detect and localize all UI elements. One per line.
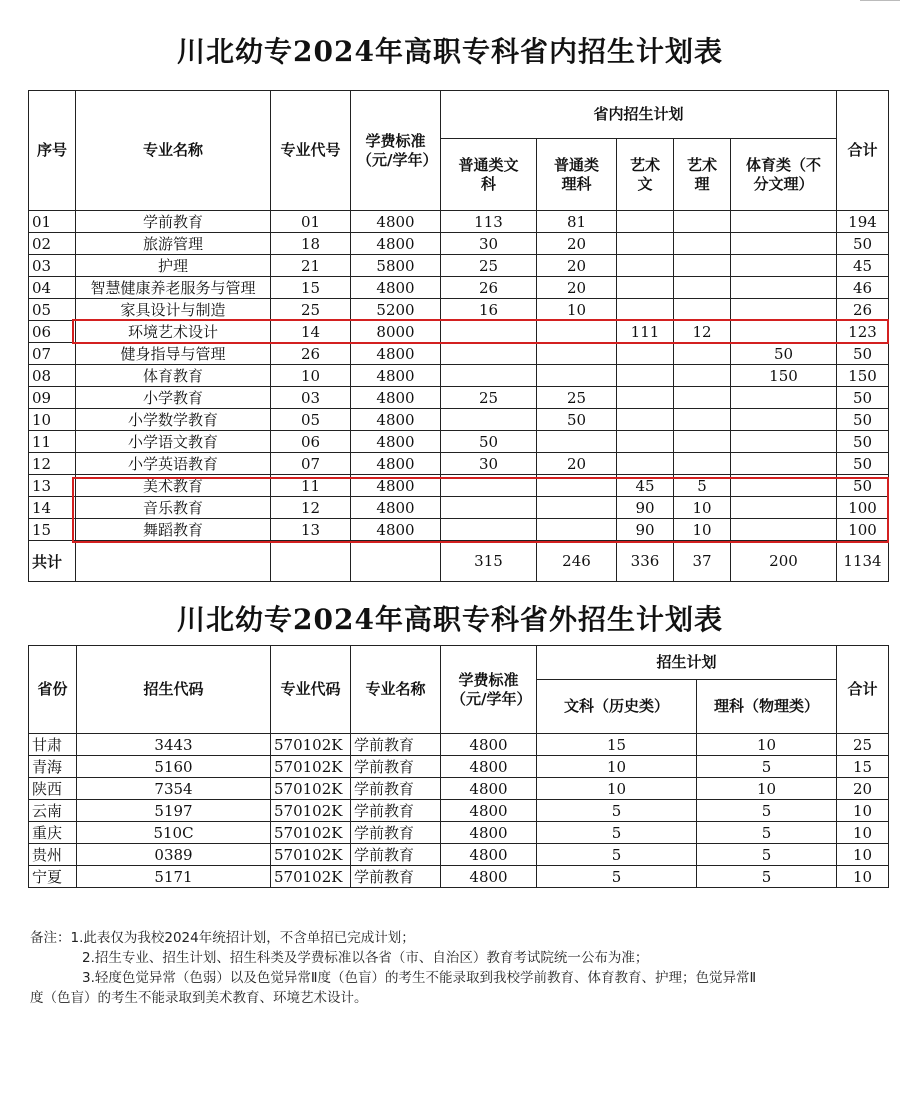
total-row: [29, 541, 889, 582]
external-plan-table: [28, 645, 889, 888]
row-yishu-wen: [617, 431, 674, 453]
row-seq: 15: [29, 519, 76, 541]
row-total: 50: [837, 409, 889, 431]
row-yishu-li: [674, 453, 731, 475]
row-seq: 02: [29, 233, 76, 255]
header-recruit-code: 招生代码: [77, 646, 271, 734]
table-row: [29, 277, 889, 299]
row-fee: 4800: [351, 387, 441, 409]
total-like: 246: [537, 541, 617, 582]
row-major-code: 570102K: [271, 778, 351, 800]
row-like: [537, 365, 617, 387]
row-seq: 13: [29, 475, 76, 497]
row-yishu-wen: [617, 233, 674, 255]
total-empty: [76, 541, 271, 582]
row-yishu-li: [674, 343, 731, 365]
row-province: 陕西: [29, 778, 77, 800]
row-yishu-wen: [617, 255, 674, 277]
row-major-name: 舞蹈教育: [76, 519, 271, 541]
row-yishu-li: [674, 431, 731, 453]
row-total: 45: [837, 255, 889, 277]
row-major-code: 03: [271, 387, 351, 409]
row-tiyu: 50: [731, 343, 837, 365]
row-major-name: 学前教育: [351, 756, 441, 778]
domestic-plan-title: 川北幼专2024年高职专科省内招生计划表: [177, 35, 723, 68]
row-total: 100: [837, 519, 889, 541]
row-major-name: 学前教育: [351, 844, 441, 866]
row-fee: 4800: [441, 756, 537, 778]
row-tiyu: [731, 453, 837, 475]
row-wenke: 30: [441, 233, 537, 255]
row-like: 20: [537, 255, 617, 277]
header-plan: 招生计划: [537, 646, 837, 680]
row-yishu-li: 10: [674, 497, 731, 519]
table-row: [29, 497, 889, 519]
row-major-name: 健身指导与管理: [76, 343, 271, 365]
row-major-code: 570102K: [271, 800, 351, 822]
row-fee: 5800: [351, 255, 441, 277]
row-major-code: 570102K: [271, 844, 351, 866]
row-like: 50: [537, 409, 617, 431]
row-major-code: 13: [271, 519, 351, 541]
row-major-name: 学前教育: [351, 778, 441, 800]
row-seq: 12: [29, 453, 76, 475]
row-wenke: [441, 409, 537, 431]
row-recruit-code: 5160: [77, 756, 271, 778]
header-major-code: 专业代号: [271, 91, 351, 211]
row-like: 25: [537, 387, 617, 409]
row-yishu-li: 10: [674, 519, 731, 541]
table-row: [29, 365, 889, 387]
table-row: [29, 734, 889, 756]
table-row: [29, 475, 889, 497]
row-like: 5: [697, 866, 837, 888]
row-major-name: 家具设计与制造: [76, 299, 271, 321]
row-fee: 4800: [441, 734, 537, 756]
row-major-name: 环境艺术设计: [76, 321, 271, 343]
row-total: 50: [837, 233, 889, 255]
row-total: 15: [837, 756, 889, 778]
row-recruit-code: 510C: [77, 822, 271, 844]
row-major-code: 11: [271, 475, 351, 497]
table-row: [29, 211, 889, 233]
row-yishu-li: [674, 233, 731, 255]
header-like: 理科（物理类）: [697, 680, 837, 734]
note-line-3: 3.轻度色觉异常（色弱）以及色觉异常Ⅱ度（色盲）的考生不能录取到我校学前教育、体育教育、护理；色觉异常Ⅱ: [82, 970, 757, 986]
domestic-plan-table: [28, 90, 889, 582]
table-row: [29, 343, 889, 365]
row-fee: 4800: [441, 866, 537, 888]
row-province: 云南: [29, 800, 77, 822]
row-tiyu: 150: [731, 365, 837, 387]
table-row: [29, 299, 889, 321]
row-fee: 4800: [351, 365, 441, 387]
row-recruit-code: 5171: [77, 866, 271, 888]
table-row: [29, 778, 889, 800]
row-fee: 4800: [441, 778, 537, 800]
row-major-name: 小学教育: [76, 387, 271, 409]
row-wenke: 30: [441, 453, 537, 475]
row-major-name: 音乐教育: [76, 497, 271, 519]
row-yishu-wen: [617, 387, 674, 409]
header-major-name: 专业名称: [351, 646, 441, 734]
row-total: 194: [837, 211, 889, 233]
total-wenke: 315: [441, 541, 537, 582]
row-yishu-li: [674, 255, 731, 277]
row-major-code: 18: [271, 233, 351, 255]
table-row: [29, 321, 889, 343]
header-fee: 学费标准（元/学年）: [351, 91, 441, 211]
row-seq: 07: [29, 343, 76, 365]
table-row: [29, 756, 889, 778]
row-major-code: 05: [271, 409, 351, 431]
top-right-mark: [860, 0, 900, 3]
row-like: [537, 321, 617, 343]
row-yishu-li: [674, 365, 731, 387]
row-major-code: 01: [271, 211, 351, 233]
row-tiyu: [731, 321, 837, 343]
row-wenke: 10: [537, 778, 697, 800]
row-tiyu: [731, 409, 837, 431]
note-line-2: 2.招生专业、招生计划、招生科类及学费标准以各省（市、自治区）教育考试院统一公布为准；: [82, 950, 649, 966]
total-sum: 1134: [837, 541, 889, 582]
row-total: 10: [837, 800, 889, 822]
row-total: 46: [837, 277, 889, 299]
row-total: 25: [837, 734, 889, 756]
row-like: 20: [537, 233, 617, 255]
row-recruit-code: 5197: [77, 800, 271, 822]
row-tiyu: [731, 431, 837, 453]
row-like: [537, 475, 617, 497]
row-yishu-li: [674, 387, 731, 409]
header-total: 合计: [837, 91, 889, 211]
row-province: 青海: [29, 756, 77, 778]
total-label: 共计: [29, 541, 76, 582]
header-province: 省份: [29, 646, 77, 734]
row-fee: 4800: [441, 800, 537, 822]
row-yishu-wen: 90: [617, 497, 674, 519]
row-yishu-wen: [617, 277, 674, 299]
note-line-1: 备注：1.此表仅为我校2024年统招计划，不含单招已完成计划；: [30, 930, 415, 946]
header-yishu-wen: 艺术文: [617, 139, 674, 211]
row-total: 50: [837, 431, 889, 453]
row-seq: 08: [29, 365, 76, 387]
row-wenke: 5: [537, 800, 697, 822]
row-like: 10: [697, 734, 837, 756]
row-like: 10: [697, 778, 837, 800]
row-yishu-wen: [617, 409, 674, 431]
row-major-code: 570102K: [271, 866, 351, 888]
row-wenke: [441, 365, 537, 387]
table-row: [29, 800, 889, 822]
row-total: 20: [837, 778, 889, 800]
row-major-code: 10: [271, 365, 351, 387]
row-total: 150: [837, 365, 889, 387]
total-empty: [271, 541, 351, 582]
table-row: [29, 519, 889, 541]
total-yishu-wen: 336: [617, 541, 674, 582]
row-like: 5: [697, 844, 837, 866]
row-major-name: 小学语文教育: [76, 431, 271, 453]
row-major-name: 学前教育: [76, 211, 271, 233]
row-tiyu: [731, 277, 837, 299]
row-wenke: 5: [537, 822, 697, 844]
row-total: 50: [837, 453, 889, 475]
row-fee: 4800: [351, 453, 441, 475]
row-wenke: 16: [441, 299, 537, 321]
row-wenke: [441, 343, 537, 365]
row-like: 5: [697, 822, 837, 844]
table-row: [29, 822, 889, 844]
header-major-name: 专业名称: [76, 91, 271, 211]
total-empty: [351, 541, 441, 582]
header-seq: 序号: [29, 91, 76, 211]
row-wenke: 25: [441, 387, 537, 409]
header-tiyu: 体育类（不分文理）: [731, 139, 837, 211]
row-tiyu: [731, 387, 837, 409]
row-seq: 01: [29, 211, 76, 233]
row-wenke: 113: [441, 211, 537, 233]
external-plan-title: 川北幼专2024年高职专科省外招生计划表: [177, 603, 723, 636]
row-tiyu: [731, 299, 837, 321]
row-recruit-code: 7354: [77, 778, 271, 800]
table-row: [29, 844, 889, 866]
table-row: [29, 453, 889, 475]
row-fee: 4800: [351, 497, 441, 519]
row-major-code: 570102K: [271, 756, 351, 778]
row-recruit-code: 0389: [77, 844, 271, 866]
table-row: [29, 866, 889, 888]
row-total: 10: [837, 822, 889, 844]
row-major-name: 体育教育: [76, 365, 271, 387]
row-major-code: 570102K: [271, 822, 351, 844]
row-yishu-wen: [617, 365, 674, 387]
row-wenke: 25: [441, 255, 537, 277]
row-fee: 4800: [351, 343, 441, 365]
row-major-code: 15: [271, 277, 351, 299]
row-total: 10: [837, 866, 889, 888]
row-major-code: 07: [271, 453, 351, 475]
row-fee: 4800: [351, 431, 441, 453]
total-tiyu: 200: [731, 541, 837, 582]
row-major-name: 旅游管理: [76, 233, 271, 255]
row-wenke: [441, 475, 537, 497]
row-total: 26: [837, 299, 889, 321]
row-seq: 03: [29, 255, 76, 277]
row-major-code: 06: [271, 431, 351, 453]
row-major-name: 学前教育: [351, 866, 441, 888]
row-total: 50: [837, 343, 889, 365]
row-fee: 4800: [351, 277, 441, 299]
header-yishu-li: 艺术理: [674, 139, 731, 211]
table-row: [29, 233, 889, 255]
row-seq: 06: [29, 321, 76, 343]
row-yishu-wen: 111: [617, 321, 674, 343]
row-like: 20: [537, 453, 617, 475]
row-yishu-li: 12: [674, 321, 731, 343]
row-wenke: [441, 497, 537, 519]
table-row: [29, 431, 889, 453]
row-tiyu: [731, 233, 837, 255]
row-yishu-li: [674, 211, 731, 233]
row-like: 20: [537, 277, 617, 299]
row-major-code: 14: [271, 321, 351, 343]
table-row: [29, 387, 889, 409]
row-province: 重庆: [29, 822, 77, 844]
row-province: 甘肃: [29, 734, 77, 756]
row-yishu-li: [674, 409, 731, 431]
row-tiyu: [731, 211, 837, 233]
row-fee: 8000: [351, 321, 441, 343]
row-yishu-li: [674, 299, 731, 321]
row-province: 宁夏: [29, 866, 77, 888]
row-seq: 11: [29, 431, 76, 453]
row-wenke: 15: [537, 734, 697, 756]
row-major-name: 智慧健康养老服务与管理: [76, 277, 271, 299]
row-yishu-wen: [617, 211, 674, 233]
note-line-4: 度（色盲）的考生不能录取到美术教育、环境艺术设计。: [30, 990, 368, 1006]
row-major-name: 小学数学教育: [76, 409, 271, 431]
row-wenke: 26: [441, 277, 537, 299]
header-like: 普通类理科: [537, 139, 617, 211]
header-plan: 省内招生计划: [441, 91, 837, 139]
row-total: 50: [837, 387, 889, 409]
row-province: 贵州: [29, 844, 77, 866]
row-fee: 4800: [351, 519, 441, 541]
row-major-code: 21: [271, 255, 351, 277]
row-major-code: 570102K: [271, 734, 351, 756]
total-yishu-li: 37: [674, 541, 731, 582]
row-yishu-wen: [617, 343, 674, 365]
row-seq: 14: [29, 497, 76, 519]
row-seq: 09: [29, 387, 76, 409]
row-yishu-wen: [617, 453, 674, 475]
row-major-code: 12: [271, 497, 351, 519]
row-major-code: 26: [271, 343, 351, 365]
row-like: [537, 343, 617, 365]
row-yishu-wen: [617, 299, 674, 321]
row-tiyu: [731, 519, 837, 541]
header-fee: 学费标准（元/学年）: [441, 646, 537, 734]
row-major-code: 25: [271, 299, 351, 321]
row-yishu-wen: 90: [617, 519, 674, 541]
row-tiyu: [731, 475, 837, 497]
row-like: [537, 431, 617, 453]
header-wenke: 普通类文科: [441, 139, 537, 211]
header-major-code: 专业代码: [271, 646, 351, 734]
row-wenke: 5: [537, 866, 697, 888]
row-like: 10: [537, 299, 617, 321]
row-fee: 4800: [351, 409, 441, 431]
notes: [30, 928, 880, 1008]
row-major-name: 小学英语教育: [76, 453, 271, 475]
table-row: [29, 409, 889, 431]
row-fee: 4800: [351, 233, 441, 255]
row-major-name: 美术教育: [76, 475, 271, 497]
row-fee: 4800: [351, 475, 441, 497]
row-like: 5: [697, 756, 837, 778]
row-wenke: 5: [537, 844, 697, 866]
row-major-name: 学前教育: [351, 734, 441, 756]
table-row: [29, 255, 889, 277]
row-major-name: 学前教育: [351, 822, 441, 844]
row-yishu-li: [674, 277, 731, 299]
row-like: 81: [537, 211, 617, 233]
row-tiyu: [731, 497, 837, 519]
row-total: 10: [837, 844, 889, 866]
header-total: 合计: [837, 646, 889, 734]
row-like: [537, 497, 617, 519]
row-seq: 04: [29, 277, 76, 299]
row-major-name: 护理: [76, 255, 271, 277]
row-total: 50: [837, 475, 889, 497]
row-recruit-code: 3443: [77, 734, 271, 756]
header-wenke: 文科（历史类）: [537, 680, 697, 734]
row-seq: 05: [29, 299, 76, 321]
row-fee: 4800: [441, 844, 537, 866]
row-total: 123: [837, 321, 889, 343]
row-major-name: 学前教育: [351, 800, 441, 822]
row-like: [537, 519, 617, 541]
row-tiyu: [731, 255, 837, 277]
row-yishu-li: 5: [674, 475, 731, 497]
row-like: 5: [697, 800, 837, 822]
row-seq: 10: [29, 409, 76, 431]
row-fee: 4800: [351, 211, 441, 233]
row-wenke: 50: [441, 431, 537, 453]
row-fee: 5200: [351, 299, 441, 321]
row-wenke: [441, 519, 537, 541]
row-wenke: 10: [537, 756, 697, 778]
row-total: 100: [837, 497, 889, 519]
row-fee: 4800: [441, 822, 537, 844]
row-yishu-wen: 45: [617, 475, 674, 497]
row-wenke: [441, 321, 537, 343]
